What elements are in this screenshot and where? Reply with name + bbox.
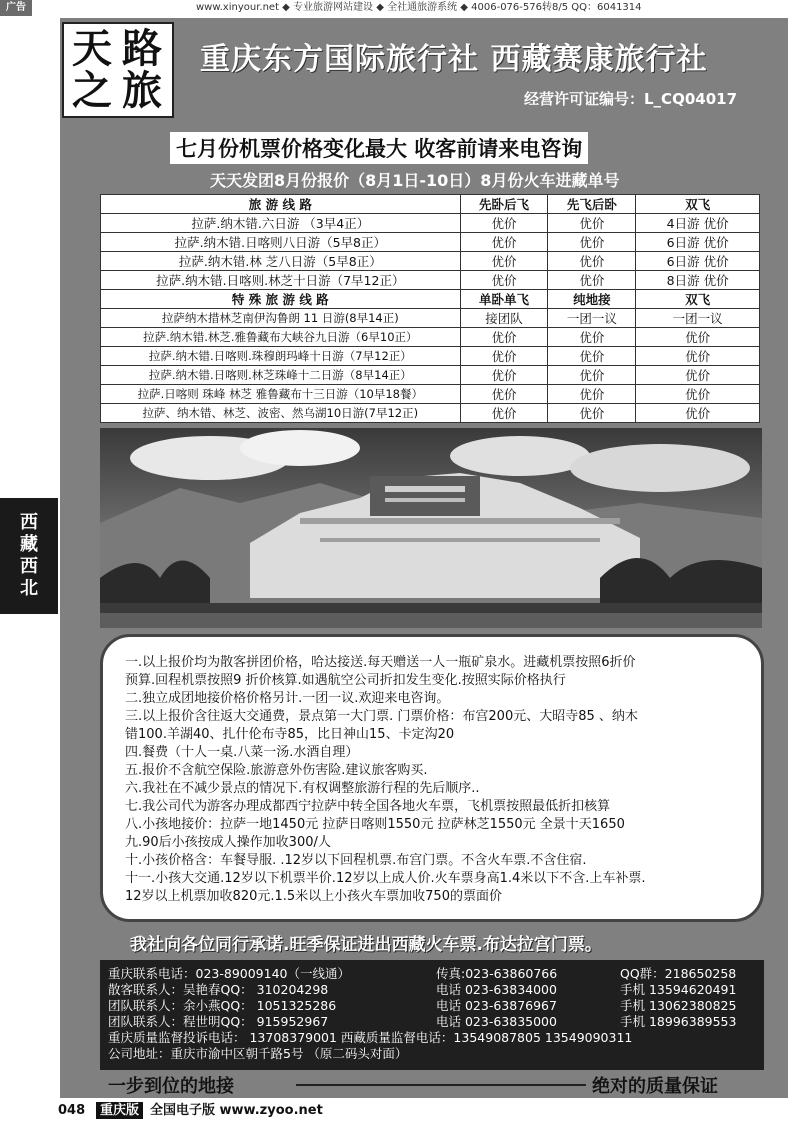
note-line: 五.报价不含航空保险.旅游意外伤害险.建议旅客购买. (125, 763, 428, 778)
contact-text: 电话 023-63834000 (436, 982, 557, 997)
company-name: 重庆东方国际旅行社 西藏赛康旅行社 (200, 42, 708, 77)
price-table (100, 194, 760, 423)
table-row (101, 252, 760, 271)
table-cell: 优价 (548, 328, 636, 347)
note-line: 预算.回程机票按照9 折价核算.如遇航空公司折扣发生变化.按照实际价格执行 (125, 673, 566, 688)
section-tab-char: 北 (20, 578, 38, 599)
contact-text: 电话 023-63876967 (436, 998, 557, 1013)
contact-text: 传真:023-63860766 (436, 966, 558, 981)
note-line: 九.90后小孩按成人操作加收300/人 (125, 835, 331, 850)
contact-text: 电话 023-63835000 (436, 1014, 557, 1029)
table-cell: 优价 (548, 233, 636, 252)
table-cell: 优价 (460, 385, 548, 404)
table-cell: 优价 (636, 328, 760, 347)
table-cell: 拉萨纳木措林芝南伊沟鲁朗 11 日游(8早14正) (101, 309, 461, 328)
logo (62, 22, 174, 118)
table-cell: 一团一议 (636, 309, 760, 328)
table-cell: 优价 (460, 328, 548, 347)
table-row (101, 271, 760, 290)
section-tab-xizang-xibei[interactable] (0, 498, 58, 614)
promise-banner: 我社向各位同行承诺.旺季保证进出西藏火车票.布达拉宫门票。 (130, 935, 602, 955)
table-cell: 优价 (548, 252, 636, 271)
potala-palace-illustration (100, 428, 762, 628)
table-cell: 优价 (548, 366, 636, 385)
table-cell: 优价 (460, 271, 548, 290)
table-header-cell: 双飞 (636, 290, 760, 309)
license-number: 经营许可证编号：L_CQ04017 (524, 90, 738, 108)
table-cell: 优价 (548, 404, 636, 423)
table-cell: 优价 (636, 366, 760, 385)
table-row (101, 309, 760, 328)
table-header-cell: 单卧单飞 (460, 290, 548, 309)
ad-tag: 广告 (0, 0, 32, 16)
table-cell: 优价 (548, 347, 636, 366)
section-tab-char: 西 (20, 512, 38, 533)
table-cell: 优价 (460, 252, 548, 271)
contact-text: 团队联系人：程世明QQ： 915952967 (108, 1014, 329, 1029)
notes-panel (100, 634, 764, 922)
table-cell: 优价 (548, 214, 636, 233)
table-header-cell: 纯地接 (548, 290, 636, 309)
top-ad-bar (0, 0, 800, 16)
contact-text: 散客联系人：吴艳春QQ： 310204298 (108, 982, 329, 997)
note-line: 四.餐费（十人一桌.八菜一汤.水酒自理） (125, 745, 359, 760)
table-row (101, 366, 760, 385)
table-header-cell: 先卧后飞 (460, 195, 548, 214)
contact-text: 团队联系人：余小燕QQ： 1051325286 (108, 998, 337, 1013)
quality-hotline: 重庆质量监督投诉电话： 13708379001 西藏质量监督电话：13549087805 13549090311 (108, 1030, 633, 1045)
table-cell: 优价 (636, 385, 760, 404)
section-tab-char: 藏 (20, 534, 38, 555)
table-header (101, 195, 760, 214)
slogan-right: 绝对的质量保证 (592, 1076, 718, 1097)
logo-line-2: 之旅 (72, 67, 172, 114)
note-line: 七.我公司代为游客办理成都西宁拉萨中转全国各地火车票，飞机票按照最低折扣核算 (125, 799, 611, 814)
table-cell: 拉萨.纳木错.日喀则.林芝十日游（7早12正） (101, 271, 461, 290)
potala-palace-photo (100, 428, 762, 628)
table-cell: 优价 (548, 385, 636, 404)
subhead: 天天发团8月份报价（8月1日-10日）8月份火车进藏单号 (210, 171, 620, 190)
note-line: 十.小孩价格含：车餐导服. .12岁以下回程机票.布宫门票。不含火车票.不含住宿. (125, 853, 587, 868)
table-row (101, 385, 760, 404)
table-cell: 4日游 优价 (636, 214, 760, 233)
site-link[interactable]: 全国电子版 www.zyoo.net (150, 1103, 323, 1118)
table-cell: 优价 (636, 404, 760, 423)
table-cell: 接团队 (460, 309, 548, 328)
table-cell: 拉萨.纳木错.林 芝八日游（5早8正） (101, 252, 461, 271)
table-row (101, 404, 760, 423)
logo-line-1: 天路 (72, 25, 172, 72)
table-cell: 6日游 优价 (636, 233, 760, 252)
ad-info: www.xinyour.net ◆ 专业旅游网站建设 ◆ 全社通旅游系统 ◆ 4006-076-576转8/5 QQ：6041314 (196, 2, 642, 13)
table-cell: 拉萨.纳木错.日喀则八日游（5早8正） (101, 233, 461, 252)
note-line: 二.独立成团地接价格价格另计.一团一议.欢迎来电咨询。 (125, 691, 450, 706)
table-cell: 拉萨、纳木错、林芝、波密、然乌湖10日游(7早12正) (101, 404, 461, 423)
table-header-cell: 旅 游 线 路 (101, 195, 461, 214)
table-cell: 优价 (460, 404, 548, 423)
contact-text: 手机 13062380825 (620, 998, 737, 1013)
contact-text: 手机 13594620491 (620, 982, 737, 997)
contact-block (100, 960, 764, 1070)
contact-text: QQ群：218650258 (620, 966, 737, 981)
note-line: 六.我社在不减少景点的情况下.有权调整旅游行程的先后顺序.. (125, 781, 480, 796)
contact-text: 重庆联系电话：023-89009140（一线通） (108, 966, 350, 981)
table-cell: 优价 (460, 214, 548, 233)
table-cell: 拉萨.纳木错.林芝.雅鲁藏布大峡谷九日游（6早10正） (101, 328, 461, 347)
table-row (101, 328, 760, 347)
table-cell: 拉萨.纳木错.日喀则.林芝珠峰十二日游（8早14正） (101, 366, 461, 385)
table-cell: 拉萨.纳木错.六日游 （3早4正） (101, 214, 461, 233)
headline: 七月份机票价格变化最大 收客前请来电咨询 (170, 132, 588, 164)
table-cell: 优价 (460, 366, 548, 385)
table-header-special (101, 290, 760, 309)
slogan-band (100, 1072, 764, 1097)
note-line: 一.以上报价均为散客拼团价格，哈达接送.每天赠送一人一瓶矿泉水。进藏机票按照6折价 (125, 655, 636, 670)
section-tab-char: 西 (20, 556, 38, 577)
table-cell: 8日游 优价 (636, 271, 760, 290)
table-cell: 6日游 优价 (636, 252, 760, 271)
table-cell: 优价 (460, 233, 548, 252)
note-line: 12岁以上机票加收820元.1.5米以上小孩火车票加收750的票面价 (125, 889, 502, 904)
edition-badge: 重庆版 (96, 1102, 143, 1119)
table-cell: 一团一议 (548, 309, 636, 328)
note-line: 三.以上报价含往返大交通费，景点第一大门票. 门票价格：布宫200元、大昭寺85 、纳木 (125, 709, 638, 724)
note-line: 错100.羊湖40、扎什伦布寺85，比日神山15、卡定沟20 (125, 727, 455, 742)
slogan-divider (296, 1084, 586, 1086)
table-cell: 优价 (460, 347, 548, 366)
slogan-left: 一步到位的地接 (108, 1076, 234, 1097)
table-header-cell: 特 殊 旅 游 线 路 (101, 290, 461, 309)
page-number: 048 (58, 1103, 86, 1118)
table-cell: 优价 (548, 271, 636, 290)
table-row (101, 233, 760, 252)
page-footer (0, 1100, 800, 1121)
table-cell: 优价 (636, 347, 760, 366)
contact-text: 手机 18996389553 (620, 1014, 737, 1029)
note-line: 十一.小孩大交通.12岁以下机票半价.12岁以上成人价.火车票身高1.4米以下不含.上车补票. (125, 871, 646, 886)
table-cell: 拉萨.纳木错.日喀则.珠穆朗玛峰十日游（7早12正） (101, 347, 461, 366)
company-address: 公司地址：重庆市渝中区朝千路5号 （原二码头对面） (108, 1046, 408, 1061)
table-header-cell: 双飞 (636, 195, 760, 214)
note-line: 八.小孩地接价：拉萨一地1450元 拉萨日喀则1550元 拉萨林芝1550元 全景十天1650 (125, 817, 625, 832)
table-row (101, 214, 760, 233)
table-cell: 拉萨.日喀则 珠峰 林芝 雅鲁藏布十三日游（10早18餐） (101, 385, 461, 404)
table-header-cell: 先飞后卧 (548, 195, 636, 214)
table-row (101, 347, 760, 366)
